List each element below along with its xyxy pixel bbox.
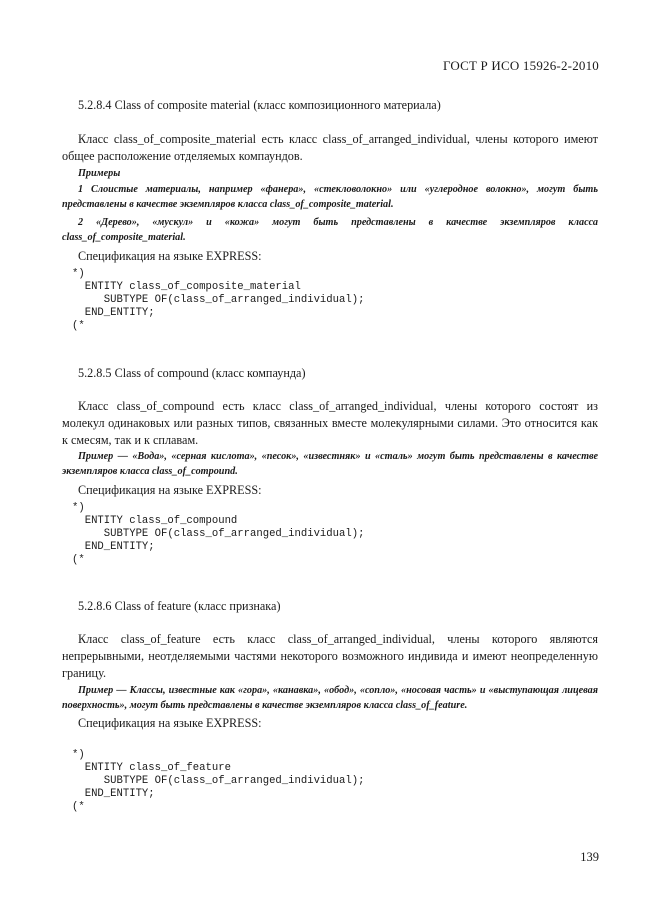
code-line: END_ENTITY; [72,541,155,553]
code-line: *) [72,268,85,280]
express-code-block [72,749,364,814]
example-compound: Пример — «Вода», «серная кислота», «песок», «известняк» и «сталь» могут быть представлены в качестве экземпляров класса class_of_compound. [62,451,598,477]
section-heading-compound: 5.2.8.5 Class of compound (класс компаунда) [78,366,306,380]
code-line: SUBTYPE OF(class_of_arranged_individual); [72,294,365,306]
code-line: SUBTYPE OF(class_of_arranged_individual); [72,775,365,787]
document-header: ГОСТ Р ИСО 15926-2-2010 [442,58,599,73]
code-line: ENTITY class_of_feature [72,762,231,774]
code-line: END_ENTITY; [72,788,155,800]
code-line: SUBTYPE OF(class_of_arranged_individual); [72,528,365,540]
section-heading-feature: 5.2.8.6 Class of feature (класс признака) [78,599,281,613]
definition-composite-material: Класс class_of_composite_material есть класс class_of_arranged_individual, члены которого имеют общее расположение отделяемых компаундов. [62,132,598,163]
spec-label: Спецификация на языке EXPRESS: [78,716,262,730]
section-heading-composite-material: 5.2.8.4 Class of composite material (класс композиционного материала) [78,98,441,112]
express-code-block [72,268,364,333]
code-line: (* [72,554,85,566]
definition-feature: Класс class_of_feature есть класс class_of_arranged_individual, члены которого являются непрерывными, неотделяемыми частями некоторого возможного индивида и имеют неопределенную границу. [62,632,598,680]
spec-label: Спецификация на языке EXPRESS: [78,249,262,263]
example-feature: Пример — Классы, известные как «гора», «канавка», «обод», «сопло», «носовая часть» и «выступающая лицевая поверхность», могут быть представлены в качестве экземпляров класса class_of_feature. [62,685,598,711]
example-1: 1 Слоистые материалы, например «фанера», «стекловолокно» или «углеродное волокно», могут быть представлены в качестве экземпляров класса class_of_composite_material. [62,184,598,210]
code-line: *) [72,749,85,761]
express-code-block [72,502,364,567]
code-line: (* [72,801,85,813]
example-2: 2 «Дерево», «мускул» и «кожа» могут быть представлены в качестве экземпляров класса class_of_composite_material. [62,217,598,243]
code-line: (* [72,320,85,332]
code-line: ENTITY class_of_composite_material [72,281,301,293]
definition-compound: Класс class_of_compound есть класс class_of_arranged_individual, члены которого состоят из молекул одинаковых или разных типов, связанных вместе молекулярными силами. Это относится как к смесям, так и к сплавам. [62,399,598,447]
page-number: 139 [580,850,599,864]
code-line: END_ENTITY; [72,307,155,319]
code-line: ENTITY class_of_compound [72,515,238,527]
code-line: *) [72,502,85,514]
examples-title: Примеры [78,168,121,179]
spec-label: Спецификация на языке EXPRESS: [78,483,262,497]
